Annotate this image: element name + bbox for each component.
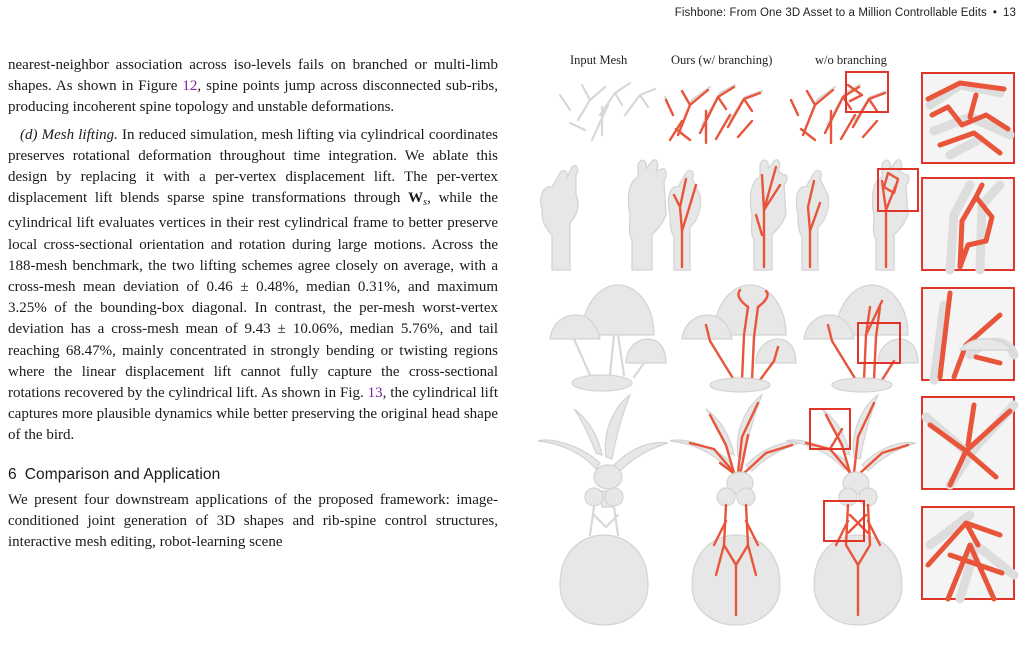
- math-w: W: [408, 190, 424, 207]
- mushrooms-mesh-wo-branching: [804, 285, 918, 392]
- hands-mesh-wo-branching: [796, 160, 918, 270]
- figurine-mesh-ours: [692, 488, 780, 625]
- plant-mesh-input: [538, 395, 668, 507]
- paragraph-lead-in: (d) Mesh lifting.: [20, 126, 118, 143]
- mushrooms-mesh-ours: [682, 285, 796, 392]
- figure-12-link[interactable]: 12: [182, 78, 198, 95]
- paper-title: Fishbone: From One 3D Asset to a Million Controllable Edits: [674, 7, 987, 19]
- mushrooms-mesh-input: [550, 285, 666, 391]
- comparison-figure: [530, 45, 1030, 645]
- zoom-panel-hands: [922, 178, 1014, 270]
- column-label-input: Input Mesh: [570, 53, 628, 67]
- paragraph-branching-end: , spine points jump across disconnected sub-ribs, producing incoherent spine topology and unstable deformations.: [8, 78, 498, 116]
- figure-graphic: [530, 45, 1030, 645]
- plant-mesh-ours: [670, 395, 800, 494]
- section-title: Comparison and Application: [24, 465, 221, 483]
- section-number: 6: [8, 465, 17, 483]
- paragraph-mesh-lifting-end: , the cylindrical lift captures more plausible dynamics while better preserving the original head shape of the bird.: [8, 385, 499, 444]
- hands-mesh-input: [541, 160, 666, 270]
- section-heading: [8, 464, 498, 485]
- zoom-panel-plant: [922, 397, 1014, 489]
- zoom-panel-figurine: [922, 507, 1014, 599]
- running-head: [675, 7, 1016, 19]
- zoom-panel-tree: [922, 73, 1014, 163]
- body-text-column: [8, 55, 498, 553]
- page-number: 13: [1003, 7, 1016, 19]
- plant-mesh-wo-branching: [786, 395, 916, 494]
- paragraph-applications: We present four downstream applications of the proposed framework: image-conditioned joint generation of 3D shapes and rib-spine control structures, interactive mesh editing, robot-learning scene: [8, 491, 498, 551]
- paragraph-mesh-lifting: [8, 125, 498, 447]
- column-label-ours: Ours (w/ branching): [671, 53, 773, 67]
- figurine-mesh-input: [560, 488, 648, 625]
- column-label-wo-branching: w/o branching: [815, 53, 887, 67]
- tree-mesh-wo-branching: [791, 72, 888, 143]
- header-separator: •: [992, 7, 997, 19]
- figurine-mesh-wo-branching: [814, 488, 902, 625]
- math-w-subscript: s: [423, 197, 428, 209]
- figure-13-link[interactable]: 13: [367, 385, 383, 402]
- paragraph-mesh-lifting-text: In reduced simulation, mesh lifting via cylindrical coordinates preserves rotational deformation throughout time integration. We ablate this design by replacing it with a per-vertex displacement lift. The per-vertex displacement lift blends sparse spine transformations through: [8, 126, 498, 207]
- tree-mesh-input: [560, 83, 655, 140]
- zoom-panel-mushrooms: [922, 288, 1014, 380]
- tree-mesh-ours: [665, 85, 762, 143]
- paragraph-mesh-lifting-text-2: , while the cylindrical lift evaluates vertices in their rest cylindrical frame to better preserve local cross-sectional orientation and rotation during large motions. Across the 188-mesh benchmark, the two lifting schemes agree closely on average, with a cross-mesh mean deviation of 0.46 ± 0.48%, median 0.31%, and maximum 3.25% of the bounding-box diagonal. In contrast, the per-mesh worst-vertex deviation has a cross-mesh mean of 9.43 ± 10.06%, median 5.76%, and tail reaching 68.47%, mainly concentrated in strongly bending or twisting regions where the linear displacement lift cannot fully capture the cross-sectional rotations recovered by the cylindrical lift. As shown in Fig.: [8, 190, 499, 402]
- paragraph-branching: [8, 55, 498, 119]
- paragraph-branching-text: nearest-neighbor association across iso-levels fails on branched or multi-limb shapes. As shown in Figure: [8, 57, 498, 95]
- hands-mesh-ours: [668, 160, 787, 270]
